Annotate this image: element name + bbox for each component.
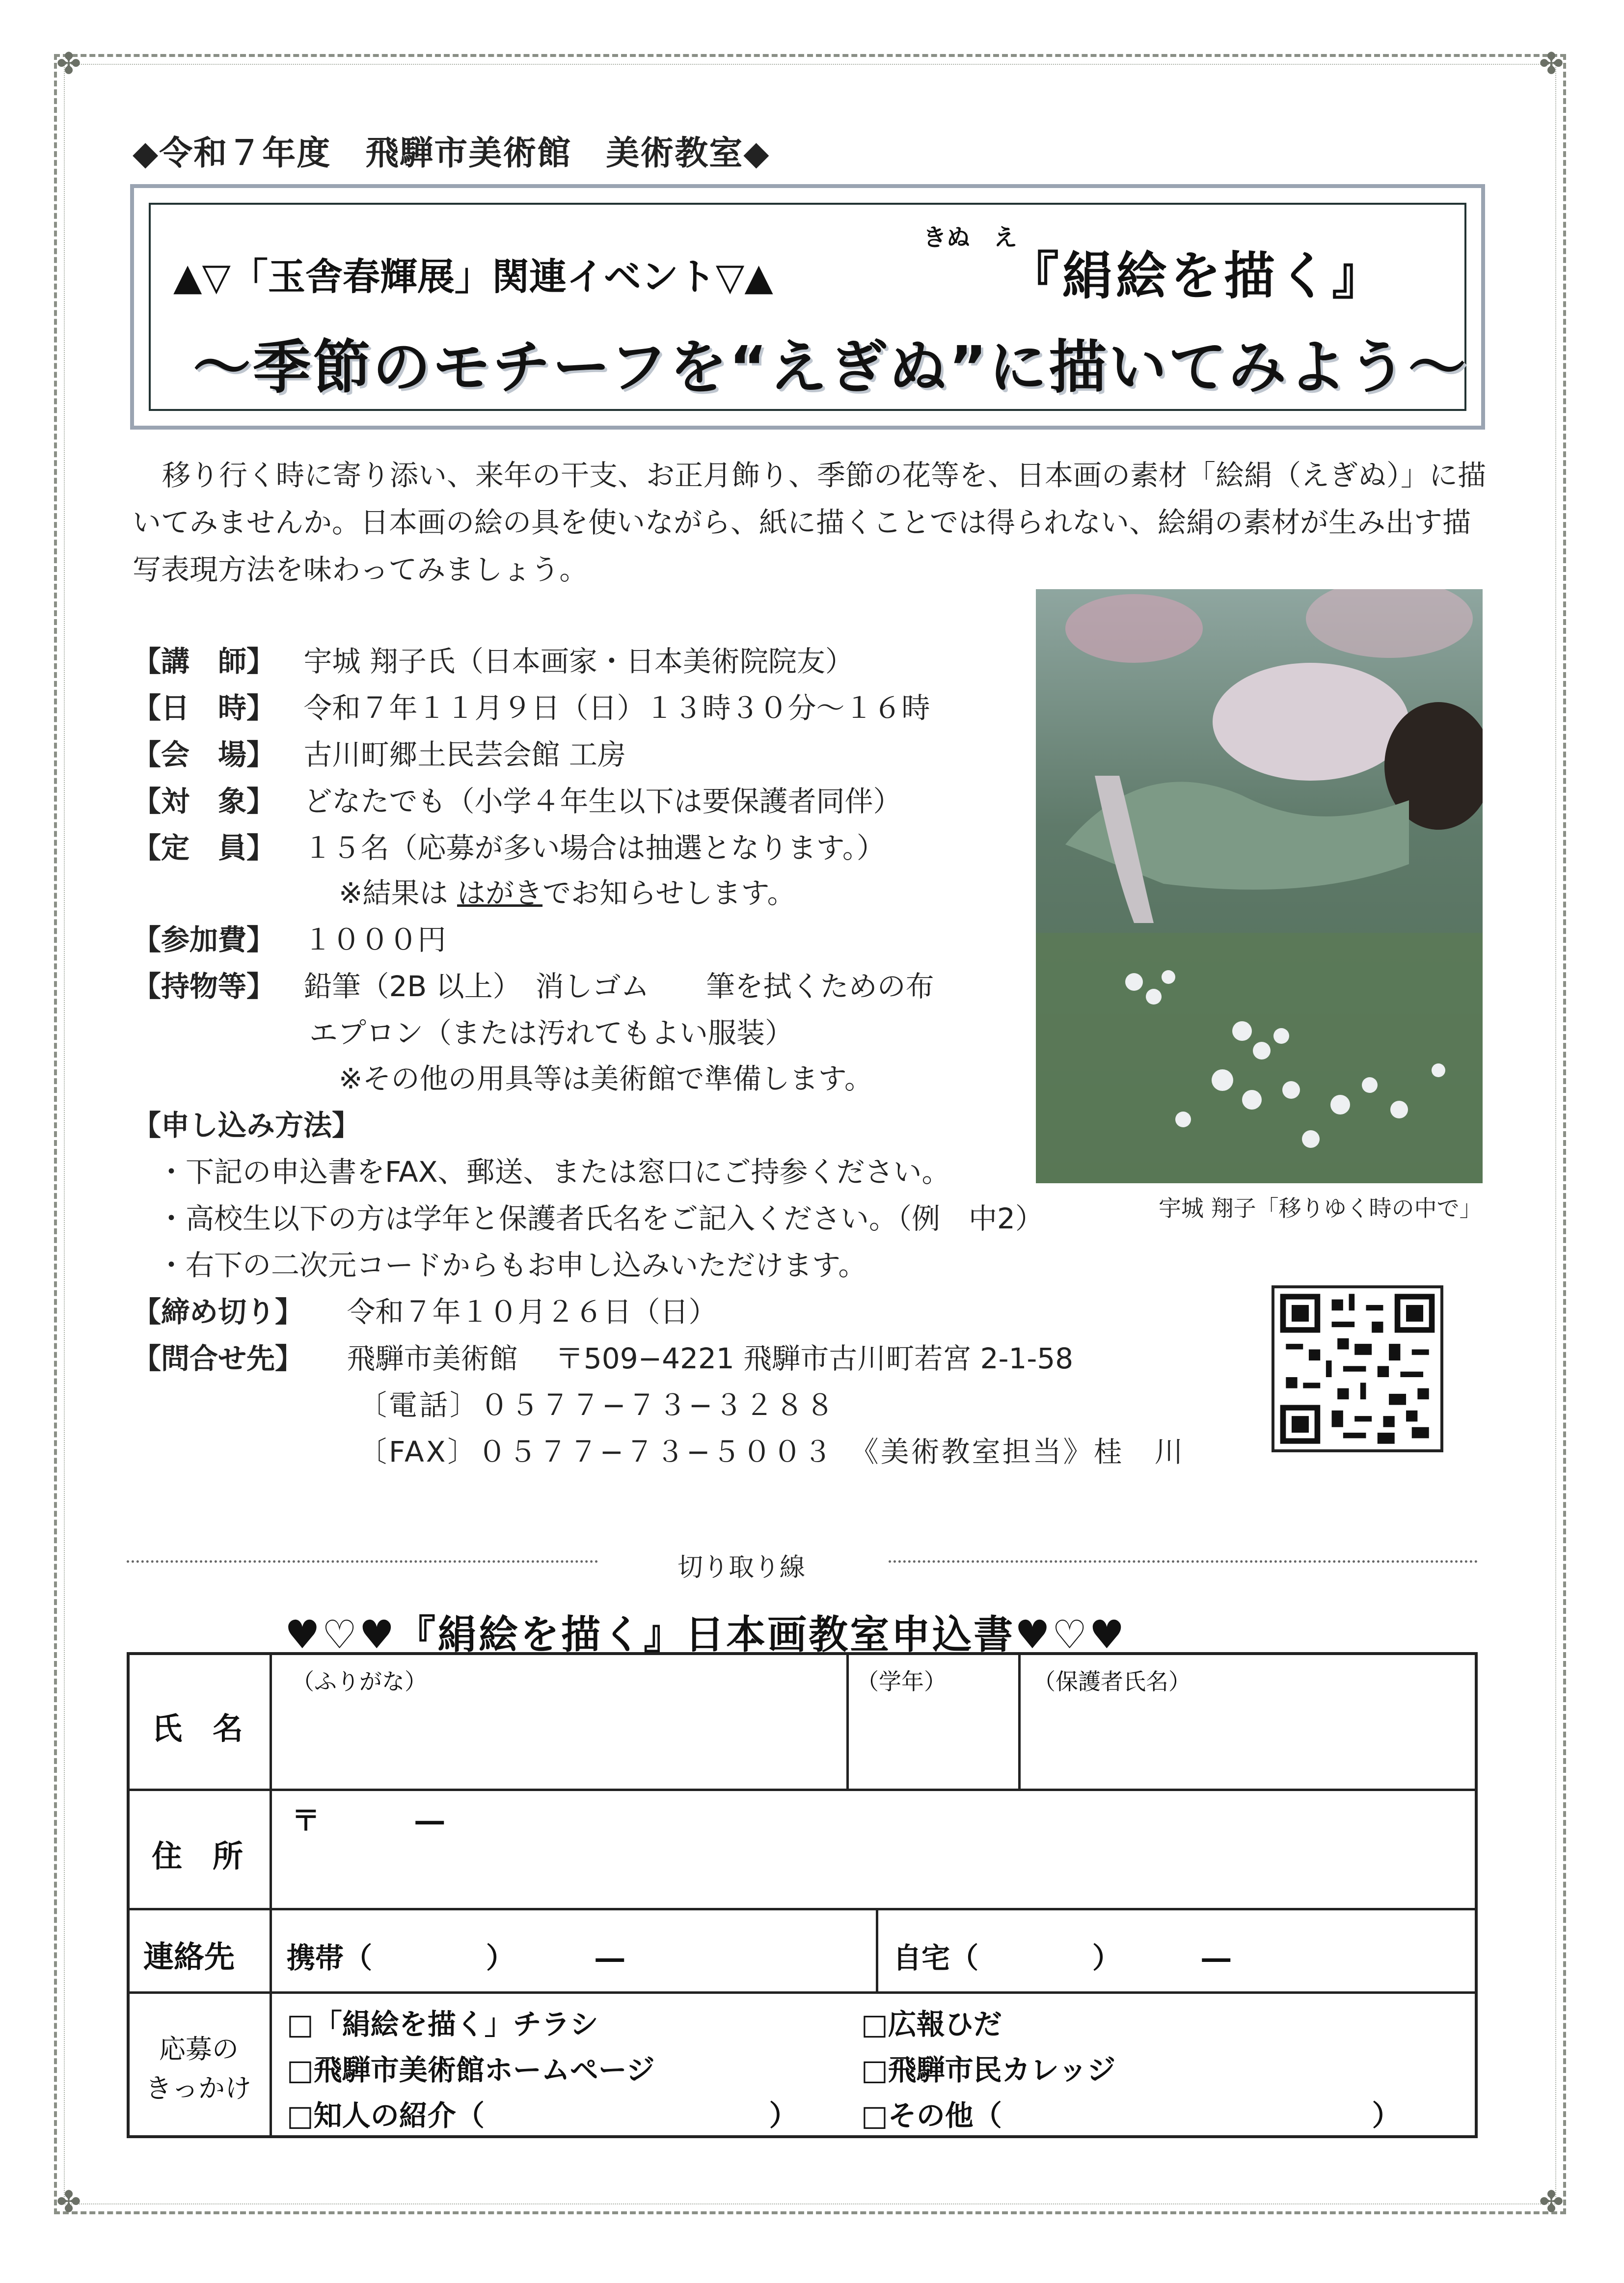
artwork-photo xyxy=(1036,589,1483,1183)
capacity-value: １５名（応募が多い場合は抽選となります。） xyxy=(303,831,885,865)
intro-paragraph xyxy=(133,452,1492,593)
items-row xyxy=(133,963,934,1005)
option-koho-checkbox[interactable]: □広報ひだ xyxy=(861,2008,1002,2041)
apply-step-3: ・右下の二次元コードからもお申し込みいただけます。 xyxy=(157,1249,867,1282)
qr-code-icon xyxy=(1274,1288,1440,1449)
venue-row xyxy=(133,732,626,773)
venue-value: 古川町郷土民芸会館 工房 xyxy=(303,738,626,771)
name-input[interactable] xyxy=(277,1694,837,1783)
name-label: 氏 名 xyxy=(152,1711,244,1746)
grade-hint: （学年） xyxy=(856,1668,947,1695)
target-row xyxy=(133,778,901,819)
capacity-row xyxy=(133,825,885,866)
form-divider xyxy=(130,1789,1475,1791)
items-label: 【持物等】 xyxy=(133,970,275,1003)
contact-label: 【問合せ先】 xyxy=(133,1342,304,1375)
apply-step-2: ・高校生以下の方は学年と保護者氏名をご記入ください。（例 中2） xyxy=(157,1202,1044,1235)
address-label: 住 所 xyxy=(152,1838,244,1874)
form-label-divider xyxy=(270,1655,272,2138)
qr-code[interactable] xyxy=(1272,1285,1443,1452)
apply-label: 【申し込み方法】 xyxy=(133,1109,361,1142)
fee-label: 【参加費】 xyxy=(133,923,275,956)
artwork-image xyxy=(1036,589,1483,1183)
cut-line-left xyxy=(127,1560,598,1563)
items-value-1: 鉛筆（2B 以上） 消しゴム 筆を拭くための布 xyxy=(303,970,934,1003)
title-box xyxy=(130,184,1485,430)
form-divider xyxy=(876,1908,878,1991)
corner-ornament-icon: ✤ xyxy=(1539,47,1564,81)
guardian-name-input[interactable] xyxy=(1026,1694,1467,1783)
capacity-note-pre: ※結果は xyxy=(339,876,458,910)
form-divider xyxy=(130,1991,1475,1994)
deadline-value: 令和７年１０月２６日（日） xyxy=(347,1295,717,1329)
instructor-label: 【講 師】 xyxy=(133,645,275,678)
capacity-note-post: でお知らせします。 xyxy=(542,876,796,910)
deadline-label: 【締め切り】 xyxy=(133,1295,304,1329)
form-divider xyxy=(846,1655,849,1789)
header-line: ◆令和７年度 飛騨市美術館 美術教室◆ xyxy=(133,134,770,173)
contact-address: 飛騨市美術館 〒509−4221 飛騨市古川町若宮 2-1-58 xyxy=(347,1342,1074,1375)
contact-row xyxy=(133,1335,1073,1377)
mobile-phone-field[interactable]: 携帯（ ） ― xyxy=(287,1941,624,1975)
instructor-value: 宇城 翔子氏（日本画家・日本美術院院友） xyxy=(303,645,854,678)
form-title: ♥♡♥『絹絵を描く』日本画教室申込書♥♡♥ xyxy=(285,1612,1127,1658)
capacity-label: 【定 員】 xyxy=(133,831,275,865)
date-value: 令和７年１１月９日（日）１３時３０分～１６時 xyxy=(303,691,930,725)
items-note: ※その他の用具等は美術館で準備します。 xyxy=(339,1062,873,1095)
instructor-row xyxy=(133,638,854,679)
contact-tel: 〔電話〕０５７７−７３−３２８８ xyxy=(358,1388,837,1422)
address-input[interactable] xyxy=(277,1842,1465,1901)
capacity-note xyxy=(339,870,796,911)
items-value-2: エプロン（または汚れてもよい服装） xyxy=(309,1016,794,1050)
venue-label: 【会 場】 xyxy=(133,738,275,771)
guardian-hint: （保護者氏名） xyxy=(1033,1668,1191,1695)
application-form xyxy=(127,1652,1478,2138)
option-website-checkbox[interactable]: □飛騨市美術館ホームページ xyxy=(287,2053,655,2087)
main-title: 『絹絵を描く』 xyxy=(1008,246,1386,306)
corner-ornament-icon: ✤ xyxy=(56,2185,81,2219)
fee-value: １０００円 xyxy=(303,923,446,956)
option-friend-checkbox[interactable]: □知人の紹介（ ） xyxy=(287,2099,798,2132)
furigana-hint: （ふりがな） xyxy=(292,1668,427,1695)
target-label: 【対 象】 xyxy=(133,785,275,818)
corner-ornament-icon: ✤ xyxy=(56,47,81,81)
grade-input[interactable] xyxy=(854,1694,1011,1783)
subtitle: ～季節のモチーフを“えぎぬ”に描いてみよう～ xyxy=(193,333,1468,401)
event-line: ▲▽「玉舎春輝展」関連イベント▽▲ xyxy=(173,255,773,299)
target-value: どなたでも（小学４年生以下は要保護者同伴） xyxy=(303,785,902,818)
apply-step-1: ・下記の申込書をFAX、郵送、または窓口にご持参ください。 xyxy=(157,1155,950,1189)
option-college-checkbox[interactable]: □飛騨市民カレッジ xyxy=(861,2053,1116,2087)
option-flyer-checkbox[interactable]: □「絹絵を描く」チラシ xyxy=(287,2008,598,2041)
intro-text: 移り行く時に寄り添い、来年の干支、お正月飾り、季節の花等を、日本画の素材「絵絹（えぎぬ）」に描いてみませんか。日本画の絵の具を使いながら、紙に描くことでは得られない、絵絹の素材が生み出す描写表現方法を味わってみましょう。 xyxy=(133,459,1487,586)
deadline-row xyxy=(133,1289,717,1330)
contact-fax: 〔FAX〕０５７７−７３−５００３ 《美術教室担当》桂 川 xyxy=(358,1435,1185,1468)
home-phone-field[interactable]: 自宅（ ） ― xyxy=(893,1941,1231,1975)
reason-label-1: 応募の xyxy=(159,2034,239,2065)
corner-ornament-icon: ✤ xyxy=(1539,2185,1564,2219)
cut-line-right xyxy=(889,1560,1478,1563)
artwork-caption: 宇城 翔子「移りゆく時の中で」 xyxy=(1159,1195,1482,1222)
cut-line-label: 切り取り線 xyxy=(677,1553,806,1582)
reason-label-2: きっかけ xyxy=(145,2073,251,2104)
contact-phone-label: 連絡先 xyxy=(143,1939,235,1975)
form-divider xyxy=(130,1908,1475,1910)
date-label: 【日 時】 xyxy=(133,691,275,725)
fee-row xyxy=(133,917,446,958)
title-ruby: きぬ え xyxy=(923,224,1018,251)
option-other-checkbox[interactable]: □その他（ ） xyxy=(861,2099,1401,2132)
date-row xyxy=(133,685,930,726)
postal-prefix: 〒 ― xyxy=(292,1804,444,1837)
capacity-note-underlined: はがき xyxy=(457,876,543,910)
form-divider xyxy=(1018,1655,1021,1789)
